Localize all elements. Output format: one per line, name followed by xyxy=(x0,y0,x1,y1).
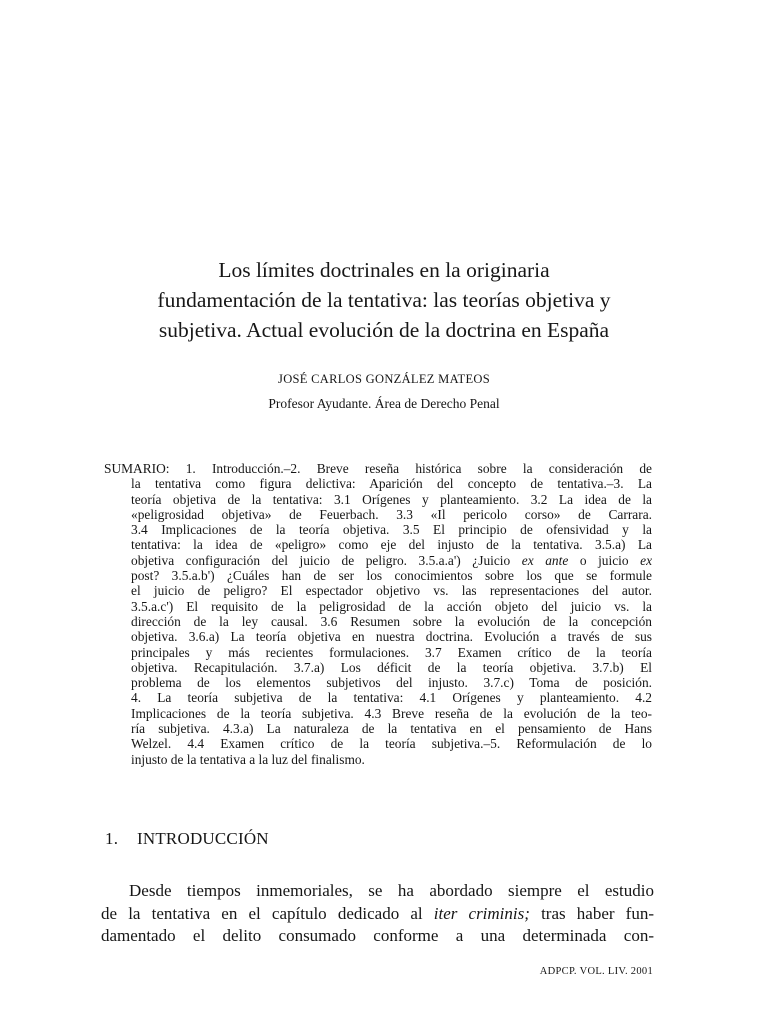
summary-line: injusto de la tentativa a la luz del finalismo. xyxy=(131,751,365,767)
summary-line: 3.5.a.c') El requisito de la peligrosidad de la acción objeto del juicio vs. la xyxy=(131,598,652,614)
summary-line xyxy=(104,553,652,568)
summary-text: objetiva configuración del juicio de peligro. 3.5.a.a') ¿Juicio xyxy=(131,552,522,568)
summary-line: el juicio de peligro? El espectador objetivo vs. las representaciones del autor. xyxy=(131,583,652,599)
summary-line: Welzel. 4.4 Examen crítico de la teoría subjetiva.–5. Reformulación de lo xyxy=(131,736,652,752)
section-heading xyxy=(105,829,269,849)
summary-line: la tentativa como figura delictiva: Aparición del concepto de tentativa.–3. La xyxy=(131,476,652,492)
journal-footer: ADPCP. VOL. LIV. 2001 xyxy=(539,966,653,977)
summary-line: SUMARIO: 1. Introducción.–2. Breve reseña histórica sobre la consideración de xyxy=(104,461,652,476)
summary-italic: ex ante xyxy=(521,552,569,568)
summary-line: «peligrosidad objetiva» de Feuerbach. 3.3 «Il pericolo corso» de Carrara. xyxy=(131,506,652,522)
body-text-run: de la tentativa en el capítulo dedicado al xyxy=(101,903,434,923)
title-line: Los límites doctrinales en la originaria xyxy=(218,258,550,282)
body-italic: iter criminis; xyxy=(433,903,530,923)
body-line xyxy=(101,903,654,926)
summary-italic: ex xyxy=(640,552,653,568)
summary-line: objetiva. 3.6.a) La teoría objetiva en nuestra doctrina. Evolución a través de sus xyxy=(131,629,652,645)
summary-line: teoría objetiva de la tentativa: 3.1 Orígenes y planteamiento. 3.2 La idea de la xyxy=(131,491,652,507)
article-title xyxy=(100,255,668,345)
body-line: damentado el delito consumado conforme a una determinada con- xyxy=(101,926,654,945)
summary-line: dirección de la ley causal. 3.6 Resumen sobre la evolución de la concepción xyxy=(131,613,652,629)
summary-line: post? 3.5.a.b') ¿Cuáles han de ser los conocimientos sobre los que se formule xyxy=(131,568,652,584)
summary-text: o juicio xyxy=(568,552,641,568)
summary-line: principales y más recientes formulaciones. 3.7 Examen crítico de la teoría xyxy=(131,644,652,660)
section-number: 1. xyxy=(105,829,119,848)
summary-line: problema de los elementos subjetivos del injusto. 3.7.c) Toma de posición. xyxy=(131,675,652,691)
body-text xyxy=(101,880,654,948)
title-line: fundamentación de la tentativa: las teorías objetiva y xyxy=(157,288,611,312)
summary-line: 3.4 Implicaciones de la teoría objetiva. 3.5 El principio de ofensividad y la xyxy=(131,522,652,538)
summary-line: Implicaciones de la teoría subjetiva. 4.3 Breve reseña de la evolución de la teo- xyxy=(131,705,652,721)
title-line: subjetiva. Actual evolución de la doctrina en España xyxy=(158,318,610,342)
summary-line: objetiva. Recapitulación. 3.7.a) Los déficit de la teoría objetiva. 3.7.b) El xyxy=(131,659,652,675)
body-line: Desde tiempos inmemoriales, se ha abordado siempre el estudio xyxy=(129,881,654,900)
summary-block xyxy=(104,461,652,767)
section-title: INTRODUCCIÓN xyxy=(137,829,269,848)
summary-line: tentativa: la idea de «peligro» como eje del injusto de la tentativa. 3.5.a) La xyxy=(131,537,652,553)
author-name: JOSÉ CARLOS GONZÁLEZ MATEOS xyxy=(278,372,490,386)
author-affiliation: Profesor Ayudante. Área de Derecho Penal xyxy=(268,396,500,411)
summary-line: ría subjetiva. 4.3.a) La naturaleza de la tentativa en el pensamiento de Hans xyxy=(131,721,652,737)
body-text-run: tras haber fun- xyxy=(529,903,654,923)
summary-line: 4. La teoría subjetiva de la tentativa: 4.1 Orígenes y planteamiento. 4.2 xyxy=(131,690,652,706)
